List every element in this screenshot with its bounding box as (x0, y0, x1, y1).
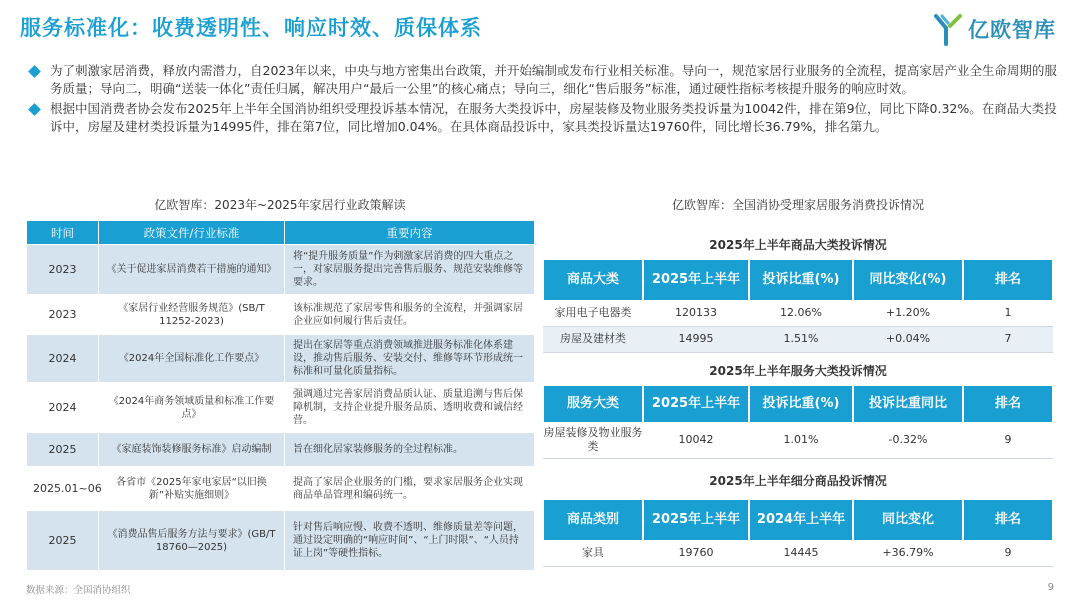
table-cell: +0.04% (853, 326, 963, 352)
column-header: 同比变化(%) (853, 260, 963, 300)
table-cell: 9 (963, 422, 1053, 458)
table-row (543, 540, 1053, 566)
table-cell: 120133 (643, 300, 749, 326)
column-header: 投诉比重(%) (749, 386, 853, 422)
table-cell: 14445 (749, 540, 853, 566)
complaints-caption: 亿欧智库：全国消协受理家居服务消费投诉情况 (671, 198, 924, 212)
document-cell: 各省市《2025年家电家居“以旧换新”补贴实施细则》 (99, 467, 285, 511)
table-cell: 1 (963, 300, 1053, 326)
column-header: 商品类别 (543, 500, 643, 540)
table-cell: 家具 (543, 540, 643, 566)
table-cell: +36.79% (853, 540, 963, 566)
document-cell: 《消费品售后服务方法与要求》(GB/T 18760—2025) (99, 511, 285, 571)
goods-table-title: 2025年上半年商品大类投诉情况 (709, 238, 887, 252)
table-row (543, 300, 1053, 326)
column-header: 重要内容 (285, 221, 535, 245)
table-cell: 房屋装修及物业服务类 (543, 422, 643, 458)
diamond-bullet-icon (28, 103, 41, 116)
diamond-bullet-icon (28, 65, 41, 78)
content-cell: 旨在细化居家装修服务的全过程标准。 (285, 433, 535, 467)
column-header: 排名 (963, 260, 1053, 300)
table-row (27, 245, 535, 295)
logo-icon (934, 12, 964, 46)
services-table-header (543, 386, 1053, 422)
column-header: 2024年上半年 (749, 500, 853, 540)
detail-complaints-table (542, 500, 1054, 567)
table-row (27, 511, 535, 571)
table-row (27, 467, 535, 511)
time-cell: 2024 (27, 383, 99, 433)
logo-text: 亿欧智库 (968, 18, 1056, 42)
column-header: 2025年上半年 (643, 260, 749, 300)
table-cell: 9 (963, 540, 1053, 566)
column-header: 排名 (963, 500, 1053, 540)
time-cell: 2024 (27, 335, 99, 383)
table-cell: 1.01% (749, 422, 853, 458)
table-cell: -0.32% (853, 422, 963, 458)
table-cell: 19760 (643, 540, 749, 566)
services-table-title: 2025年上半年服务大类投诉情况 (709, 364, 887, 378)
data-source-note: 数据来源：全国消协组织 (26, 585, 131, 596)
bullet-text: 根据中国消费者协会发布2025年上半年全国消协组织受理投诉基本情况，在服务大类投诉中，房屋装修及物业服务类投诉量为10042件，排在第9位，同比下降0.32%。在商品大类投诉中，房屋及建材类投诉量为14995件，排在第7位，同比增加0.04%。在具体商品投诉中，家具类投诉量达19760件，同比增长36.79%，排名第九。 (50, 101, 1057, 134)
time-cell: 2025 (27, 433, 99, 467)
table-row (27, 383, 535, 433)
column-header: 同比变化 (853, 500, 963, 540)
detail-table-header (543, 500, 1053, 540)
column-header: 2025年上半年 (643, 386, 749, 422)
time-cell: 2023 (27, 295, 99, 335)
policy-table-caption: 亿欧智库：2023年~2025年家居行业政策解读 (154, 198, 406, 212)
detail-table-title: 2025年上半年细分商品投诉情况 (709, 474, 887, 488)
goods-complaints-table (542, 260, 1054, 353)
policy-table (26, 220, 535, 571)
table-cell: +1.20% (853, 300, 963, 326)
table-cell: 家用电子电器类 (543, 300, 643, 326)
column-header: 时间 (27, 221, 99, 245)
table-cell: 1.51% (749, 326, 853, 352)
column-header: 2025年上半年 (643, 500, 749, 540)
table-row (543, 326, 1053, 352)
table-row (27, 335, 535, 383)
column-header: 投诉比重(%) (749, 260, 853, 300)
column-header: 服务大类 (543, 386, 643, 422)
content-cell: 将“提升服务质量”作为刺激家居消费的四大重点之一，对家居服务提出完善售后服务、规范安装维修等要求。 (285, 245, 535, 295)
table-cell: 7 (963, 326, 1053, 352)
document-cell: 《关于促进家居消费若干措施的通知》 (99, 245, 285, 295)
brand-logo (934, 12, 1056, 46)
table-row (27, 433, 535, 467)
table-row (27, 295, 535, 335)
column-header: 排名 (963, 386, 1053, 422)
table-cell: 房屋及建材类 (543, 326, 643, 352)
table-cell: 14995 (643, 326, 749, 352)
table-cell: 10042 (643, 422, 749, 458)
time-cell: 2025 (27, 511, 99, 571)
column-header: 商品大类 (543, 260, 643, 300)
bullet-text: 为了刺激家居消费，释放内需潜力，自2023年以来，中央与地方密集出台政策，并开始编制或发布行业相关标准。导向一，规范家居行业服务的全流程，提高家居产业全生命周期的服务质量；导向二，明确“送装一体化”责任归属，解决用户“最后一公里”的核心痛点；导向三，细化“售后服务”标准，通过硬性指标考核提升服务的响应时效。 (50, 63, 1057, 96)
content-cell: 针对售后响应慢、收费不透明、维修质量差等问题，通过设定明确的“响应时间”、“上门时限”、“人员持证上岗”等硬性指标。 (285, 511, 535, 571)
content-cell: 提高了家居企业服务的门槛，要求家居服务企业实现商品单品管理和编码统一。 (285, 467, 535, 511)
bullet-item (30, 62, 1060, 98)
table-cell: 12.06% (749, 300, 853, 326)
bullet-item (30, 100, 1060, 136)
policy-table-header (27, 221, 535, 245)
content-cell: 强调通过完善家居消费品质认证、质量追溯与售后保障机制，支持企业提升服务品质、透明收费和诚信经营。 (285, 383, 535, 433)
table-row (543, 422, 1053, 458)
document-cell: 《2024年全国标准化工作要点》 (99, 335, 285, 383)
column-header: 投诉比重同比 (853, 386, 963, 422)
bullet-list (30, 62, 1060, 138)
services-complaints-table (542, 386, 1054, 459)
content-cell: 该标准规范了家居零售和服务的全流程，并强调家居企业应如何履行售后责任。 (285, 295, 535, 335)
document-cell: 《家居行业经营服务规范》(SB/T 11252-2023) (99, 295, 285, 335)
page-number: 9 (1047, 582, 1054, 593)
content-cell: 提出在家居等重点消费领域推进服务标准化体系建设，推动售后服务、安装交付、维修等环节形成统一标准和可量化质量指标。 (285, 335, 535, 383)
document-cell: 《家庭装饰装修服务标准》启动编制 (99, 433, 285, 467)
column-header: 政策文件/行业标准 (99, 221, 285, 245)
time-cell: 2023 (27, 245, 99, 295)
goods-table-header (543, 260, 1053, 300)
time-cell: 2025.01~06 (27, 467, 99, 511)
document-cell: 《2024年商务领域质量和标准工作要点》 (99, 383, 285, 433)
page-title: 服务标准化：收费透明性、响应时效、质保体系 (20, 16, 482, 40)
